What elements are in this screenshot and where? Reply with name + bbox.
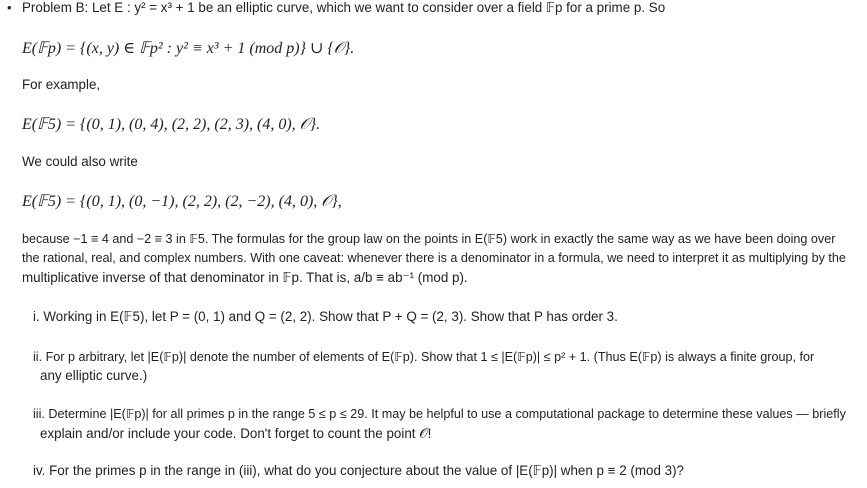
part-ii-line-2: any elliptic curve.) <box>40 368 148 383</box>
because-line-2: the rational, real, and complex numbers. With one caveat: whenever there is a denominator in a formula, we need to interpret it as multiplying by the <box>22 251 846 265</box>
definition-equation: E(𝔽p) = {(x, y) ∈ 𝔽p² : y² ≡ x³ + 1 (mod p)} ∪ {𝒪}. <box>22 40 355 57</box>
part-iv: iv. For the primes p in the range in (iii), what do you conjecture about the value of |E(𝔽p)| when p ≡ 2 (mod 3)? <box>33 463 684 478</box>
bullet: • <box>7 0 12 15</box>
part-ii-line-1: ii. For p arbitrary, let |E(𝔽p)| denote the number of elements of E(𝔽p). Show that 1 ≤ |E(𝔽p)| ≤ p² + 1. (Thus E(𝔽p) is always a finite group, for <box>33 350 815 364</box>
example-equation-1: E(𝔽5) = {(0, 1), (0, 4), (2, 2), (2, 3), (4, 0), 𝒪}. <box>22 116 321 133</box>
for-example-text: For example, <box>22 77 101 92</box>
part-iii-line-2: explain and/or include your code. Don't forget to count the point 𝒪! <box>40 426 432 441</box>
could-also-text: We could also write <box>22 154 138 169</box>
because-line-3: multiplicative inverse of that denominator in 𝔽p. That is, a/b ≡ ab⁻¹ (mod p). <box>22 270 468 285</box>
because-line-1: because −1 ≡ 4 and −2 ≡ 3 in 𝔽5. The formulas for the group law on the points in E(𝔽5) work in exactly the same way as we have been doing over <box>22 232 836 246</box>
part-iii-line-1: iii. Determine |E(𝔽p)| for all primes p in the range 5 ≤ p ≤ 29. It may be helpful to use a computational package to determine these values — briefly <box>33 407 846 421</box>
problem-intro: Problem B: Let E : y² = x³ + 1 be an elliptic curve, which we want to consider over a field 𝔽p for a prime p. So <box>22 0 666 15</box>
example-equation-2: E(𝔽5) = {(0, 1), (0, −1), (2, 2), (2, −2), (4, 0), 𝒪}, <box>22 193 342 210</box>
part-i: i. Working in E(𝔽5), let P = (0, 1) and Q = (2, 2). Show that P + Q = (2, 3). Show that P has order 3. <box>33 309 618 324</box>
